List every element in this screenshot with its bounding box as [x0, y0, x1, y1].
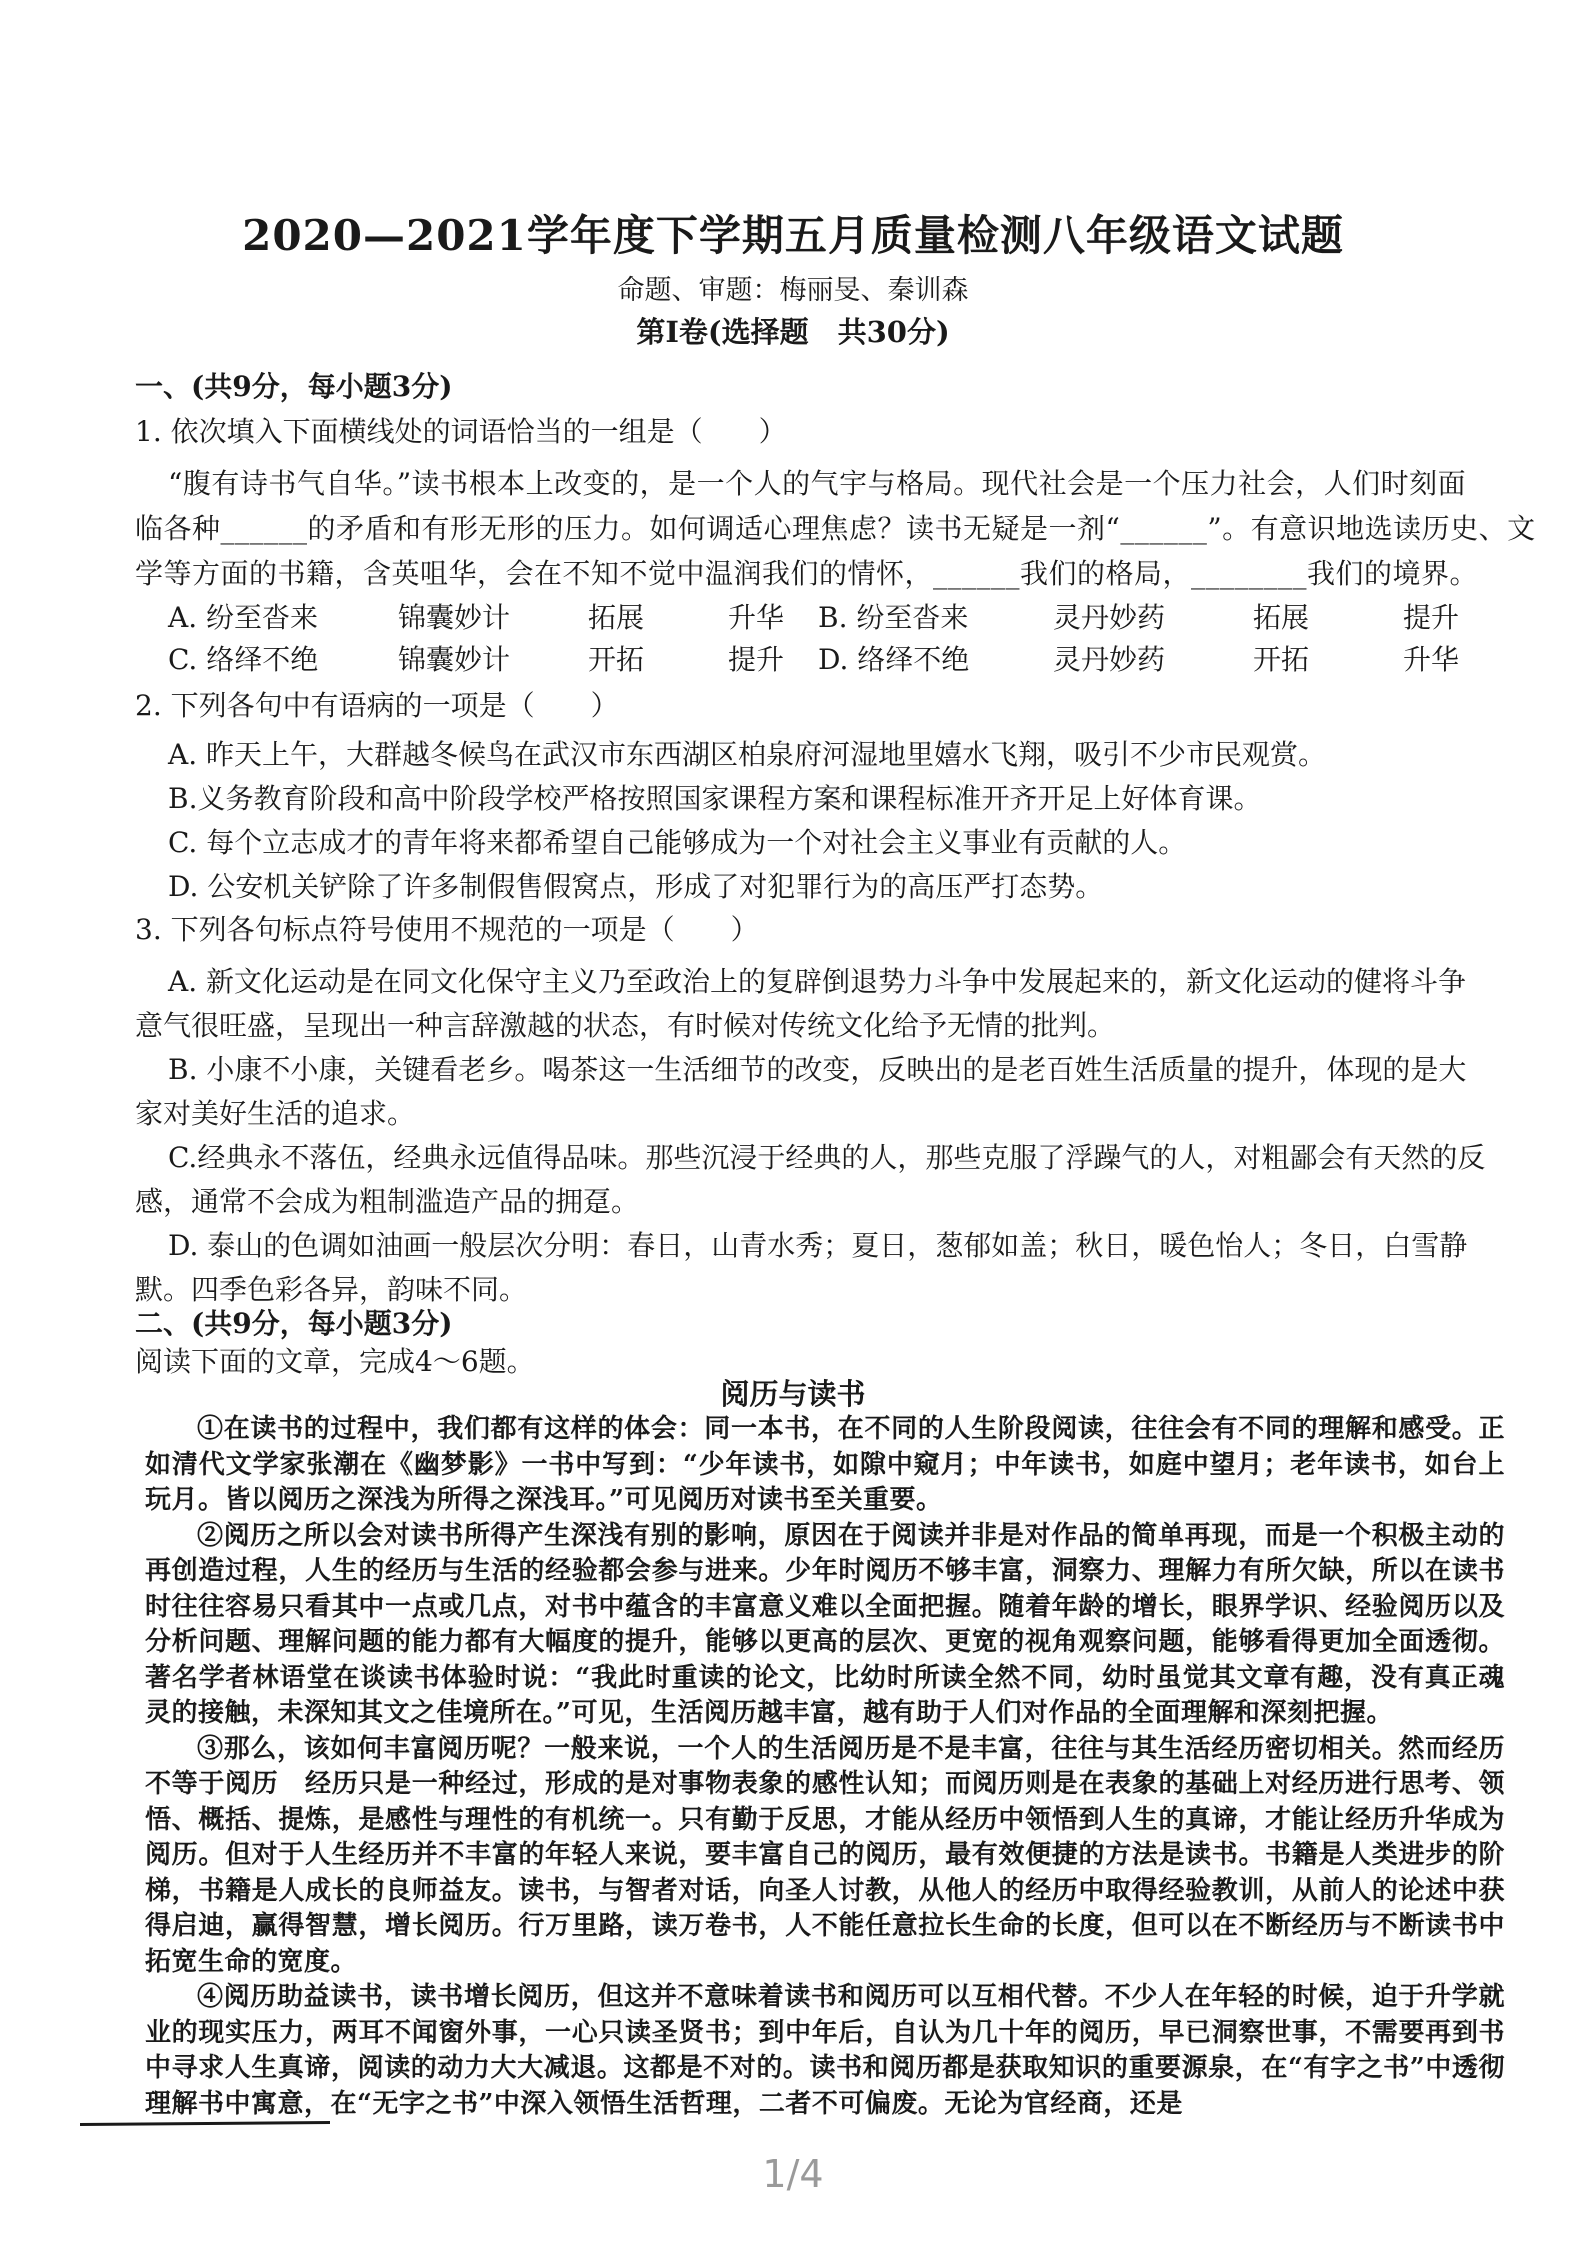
- scan-smudge-mark: [80, 2118, 340, 2128]
- section2-intro: 阅读下面的文章，完成4～6题。: [135, 1345, 535, 1378]
- q1-option-a-word-2: 锦囊妙计: [398, 601, 511, 634]
- article-title: 阅历与读书: [720, 1377, 866, 1411]
- section2-heading: 二、(共9分，每小题3分): [135, 1307, 453, 1340]
- q3-line-4: 家对美好生活的追求。: [135, 1097, 416, 1130]
- q3-line-7: D. 泰山的色调如油画一般层次分明：春日，山青水秀；夏日，葱郁如盖；秋日，暖色怡人；冬日，白雪静: [168, 1229, 1468, 1262]
- article-paragraph-2: ②阅历之所以会对读书所得产生深浅有别的影响，原因在于阅读并非是对作品的简单再现，而是一个积极主动的再创造过程，人生的经历与生活的经验都会参与进来。少年时阅历不够丰富，洞察力、理解力有所欠缺，所以在读书时往往容易只看其中一点或几点，对书中蕴含的丰富意义难以全面把握。随着年龄的增长，眼界学识、经验阅历以及分析问题、理解问题的能力都有大幅度的提升，能够以更高的层次、更宽的视角观察问题，能够看得更加全面透彻。著名学者林语堂在谈读书体验时说：“我此时重读的论文，比幼时所读全然不同，幼时虽觉其文章有趣，没有真正魂灵的接触，未深知其文之佳境所在。”可见，生活阅历越丰富，越有助于人们对作品的全面理解和深刻把握。: [145, 1520, 1505, 1728]
- q1-option-d: D. 络绎不绝: [818, 643, 970, 676]
- q1-stem: 1. 依次填入下面横线处的词语恰当的一组是（ ）: [135, 415, 787, 448]
- q1-option-b-word-4: 提升: [1403, 601, 1460, 634]
- q2-option-d: D. 公安机关铲除了许多制假售假窝点，形成了对犯罪行为的高压严打态势。: [168, 870, 1104, 903]
- q3-line-1: A. 新文化运动是在同文化保守主义乃至政治上的复辟倒退势力斗争中发展起来的，新文化运动的健将斗争: [168, 965, 1467, 998]
- q2-stem: 2. 下列各句中有语病的一项是（ ）: [135, 689, 619, 722]
- q1-passage-line-3: 学等方面的书籍，含英咀华，会在不知不觉中温润我们的情怀，______我们的格局，________我们的境界。: [135, 557, 1479, 590]
- article-paragraph-1: ①在读书的过程中，我们都有这样的体会：同一本书，在不同的人生阶段阅读，往往会有不同的理解和感受。正如清代文学家张潮在《幽梦影》一书中写到：“少年读书，如隙中窥月；中年读书，如庭中望月；老年读书，如台上玩月。皆以阅历之深浅为所得之深浅耳。”可见阅历对读书至关重要。: [145, 1414, 1505, 1515]
- q2-option-b: B.义务教育阶段和高中阶段学校严格按照国家课程方案和课程标准开齐开足上好体育课。: [168, 782, 1262, 815]
- q1-option-c: C. 络绎不绝: [168, 643, 319, 676]
- q1-passage-line-1: “腹有诗书气自华。”读书根本上改变的，是一个人的气宇与格局。现代社会是一个压力社会，人们时刻面: [168, 467, 1467, 500]
- q1-option-b-word-3: 拓展: [1253, 601, 1310, 634]
- q1-option-a: A. 纷至沓来: [168, 601, 319, 634]
- q1-option-d-word-3: 开拓: [1253, 643, 1310, 676]
- q3-stem: 3. 下列各句标点符号使用不规范的一项是（ ）: [135, 913, 759, 946]
- q1-options-row-2: [168, 638, 1459, 678]
- q1-option-c-word-3: 开拓: [588, 643, 645, 676]
- q1-option-d-word-2: 灵丹妙药: [1053, 643, 1166, 676]
- section1-heading: 一、(共9分，每小题3分): [135, 370, 453, 403]
- q3-line-6: 感，通常不会成为粗制滥造产品的拥趸。: [135, 1185, 640, 1218]
- q1-options-row-1: [168, 596, 1459, 636]
- q1-option-c-word-4: 提升: [728, 643, 785, 676]
- q1-option-c-word-2: 锦囊妙计: [398, 643, 511, 676]
- q1-passage-line-2: 临各种______的矛盾和有形无形的压力。如何调适心理焦虑？读书无疑是一剂“______”。有意识地选读历史、文: [135, 512, 1536, 545]
- q3-line-8: 默。四季色彩各异，韵味不同。: [135, 1273, 528, 1306]
- q3-line-5: C.经典永不落伍，经典永远值得品味。那些沉浸于经典的人，那些克服了浮躁气的人，对粗鄙会有天然的反: [168, 1141, 1486, 1174]
- article-body: [145, 1412, 1505, 2122]
- q2-option-c: C. 每个立志成才的青年将来都希望自己能够成为一个对社会主义事业有贡献的人。: [168, 826, 1187, 859]
- q3-line-3: B. 小康不小康，关键看老乡。喝茶这一生活细节的改变，反映出的是老百姓生活质量的提升，体现的是大: [168, 1053, 1467, 1086]
- q1-option-a-word-3: 拓展: [588, 601, 645, 634]
- q1-option-b-word-2: 灵丹妙药: [1053, 601, 1166, 634]
- q1-option-b: B. 纷至沓来: [818, 601, 969, 634]
- q1-option-d-word-4: 升华: [1403, 643, 1460, 676]
- exam-title: 2020—2021学年度下学期五月质量检测八年级语文试题: [242, 211, 1344, 260]
- q2-option-a: A. 昨天上午，大群越冬候鸟在武汉市东西湖区柏泉府河湿地里嬉水飞翔，吸引不少市民观赏。: [168, 738, 1327, 771]
- article-paragraph-3: ③那么，该如何丰富阅历呢？一般来说，一个人的生活阅历是不是丰富，往往与其生活经历密切相关。然而经历不等于阅历 经历只是一种经过，形成的是对事物表象的感性认知；而阅历则是在表象的基础上对经历进行思考、领悟、概括、提炼，是感性与理性的有机统一。只有勤于反思，才能从经历中领悟到人生的真谛，才能让经历升华成为阅历。但对于人生经历并不丰富的年轻人来说，要丰富自己的阅历，最有效便捷的方法是读书。书籍是人类进步的阶梯，书籍是人成长的良师益友。读书，与智者对话，向圣人讨教，从他人的经历中取得经验教训，从前人的论述中获得启迪，赢得智慧，增长阅历。行万里路，读万卷书，人不能任意拉长生命的长度，但可以在不断经历与不断读书中拓宽生命的宽度。: [145, 1733, 1505, 1977]
- q3-line-2: 意气很旺盛，呈现出一种言辞激越的状态，有时候对传统文化给予无情的批判。: [135, 1009, 1116, 1042]
- page-indicator: 1/4: [762, 2152, 824, 2196]
- exam-authors: 命题、审题：梅丽旻、秦训森: [617, 275, 969, 306]
- article-paragraph-4: ④阅历助益读书，读书增长阅历，但这并不意味着读书和阅历可以互相代替。不少人在年轻的时候，迫于升学就业的现实压力，两耳不闻窗外事，一心只读圣贤书；到中年后，自认为几十年的阅历，早已洞察世事，不需要再到书中寻求人生真谛，阅读的动力大大减退。这都是不对的。读书和阅历都是获取知识的重要源泉，在“有字之书”中透彻理解书中寓意，在“无字之书”中深入领悟生活哲理，二者不可偏废。无论为官经商，还是: [145, 1982, 1505, 2119]
- volume-heading: 第Ⅰ卷(选择题 共30分): [636, 315, 950, 349]
- q1-option-a-word-4: 升华: [728, 601, 785, 634]
